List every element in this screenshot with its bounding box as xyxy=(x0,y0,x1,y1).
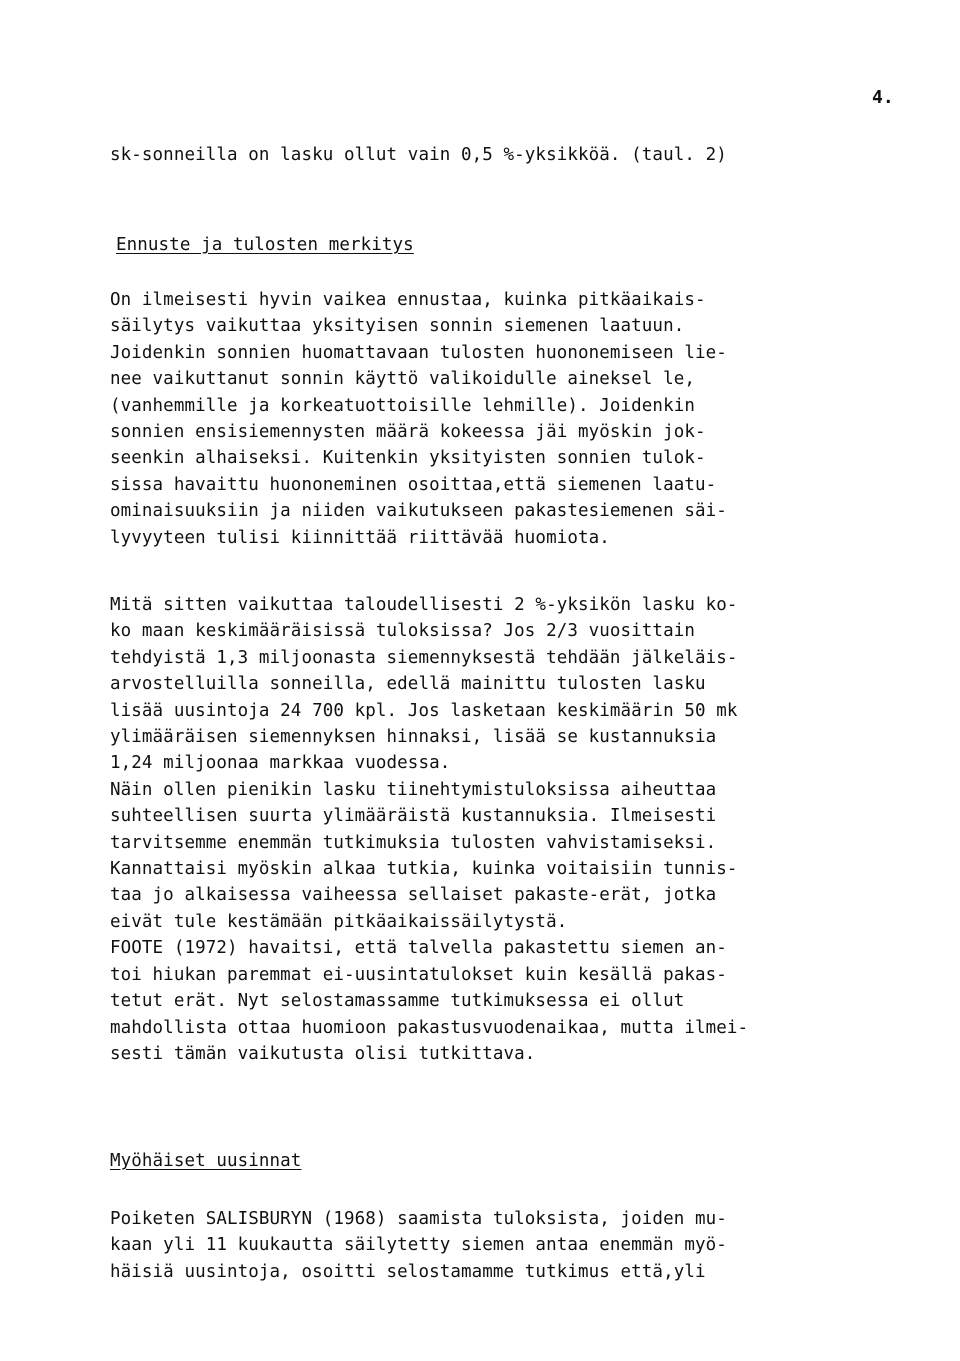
paragraph-ennuste-1 xyxy=(110,287,727,551)
text-line: eivät tule kestämään pitkäaikaissäilytystä. xyxy=(110,911,568,932)
text-line: arvostelluilla sonneilla, edellä mainittu tulosten lasku xyxy=(110,674,706,695)
text-line: taa jo alkaisessa vaiheessa sellaiset pakaste-erät, jotka xyxy=(110,885,717,906)
section-heading-ennuste: Ennuste ja tulosten merkitys xyxy=(116,235,414,255)
text-line: tetut erät. Nyt selostamassamme tutkimuksessa ei ollut xyxy=(110,991,685,1012)
section-heading-myohaiset: Myöhäiset uusinnat xyxy=(110,1151,302,1171)
text-line: toi hiukan paremmat ei-uusintatulokset kuin kesällä pakas- xyxy=(110,964,727,985)
text-line: säilytys vaikuttaa yksityisen sonnin siemenen laatuun. xyxy=(110,316,685,337)
text-line: nee vaikuttanut sonnin käyttö valikoidulle aineksel le, xyxy=(110,369,695,390)
text-line: Mitä sitten vaikuttaa taloudellisesti 2 %-yksikön lasku ko- xyxy=(110,595,738,615)
text-line: Kannattaisi myöskin alkaa tutkia, kuinka voitaisiin tunnis- xyxy=(110,859,738,880)
text-line: kaan yli 11 kuukautta säilytetty siemen antaa enemmän myö- xyxy=(110,1235,727,1256)
intro-line: sk-sonneilla on lasku ollut vain 0,5 %-yksikköä. (taul. 2) xyxy=(110,145,727,165)
text-line: sissa havaittu huononeminen osoittaa,että siemenen laatu- xyxy=(110,474,717,495)
text-line: On ilmeisesti hyvin vaikea ennustaa, kuinka pitkäaikais- xyxy=(110,290,706,310)
text-line: 1,24 miljoonaa markkaa vuodessa. xyxy=(110,753,451,774)
paragraph-ennuste-2 xyxy=(110,592,748,1067)
text-line: sesti tämän vaikutusta olisi tutkittava. xyxy=(110,1043,536,1064)
text-line: tehdyistä 1,3 miljoonasta siemennyksestä tehdään jälkeläis- xyxy=(110,647,738,668)
text-line: Poiketen SALISBURYN (1968) saamista tuloksista, joiden mu- xyxy=(110,1209,727,1229)
page-number: 4. xyxy=(872,87,894,108)
text-line: Joidenkin sonnien huomattavaan tulosten huononemiseen lie- xyxy=(110,342,727,363)
text-line: ko maan keskimääräisissä tuloksissa? Jos 2/3 vuosittain xyxy=(110,621,695,642)
text-line: seenkin alhaiseksi. Kuitenkin yksityisten sonnien tulok- xyxy=(110,448,706,469)
text-line: Näin ollen pienikin lasku tiinehtymistuloksissa aiheuttaa xyxy=(110,779,717,800)
text-line: (vanhemmille ja korkeatuottoisille lehmille). Joidenkin xyxy=(110,395,695,416)
text-line: mahdollista ottaa huomioon pakastusvuodenaikaa, mutta ilmei- xyxy=(110,1017,749,1038)
text-line: lyvyyteen tulisi kiinnittää riittävää huomiota. xyxy=(110,527,610,548)
paragraph-myohaiset-1 xyxy=(110,1206,727,1285)
text-line: ominaisuuksiin ja niiden vaikutukseen pakastesiemenen säi- xyxy=(110,501,727,522)
text-line: suhteellisen suurta ylimääräistä kustannuksia. Ilmeisesti xyxy=(110,806,717,827)
text-line: sonnien ensisiemennysten määrä kokeessa jäi myöskin jok- xyxy=(110,422,706,443)
text-line: lisää uusintoja 24 700 kpl. Jos lasketaan keskimäärin 50 mk xyxy=(110,700,738,721)
text-line: FOOTE (1972) havaitsi, että talvella pakastettu siemen an- xyxy=(110,938,727,959)
text-line: häisiä uusintoja, osoitti selostamamme tutkimus että,yli xyxy=(110,1261,706,1282)
text-line: tarvitsemme enemmän tutkimuksia tulosten vahvistamiseksi. xyxy=(110,832,717,853)
text-line: ylimääräisen siemennyksen hinnaksi, lisää se kustannuksia xyxy=(110,727,717,748)
